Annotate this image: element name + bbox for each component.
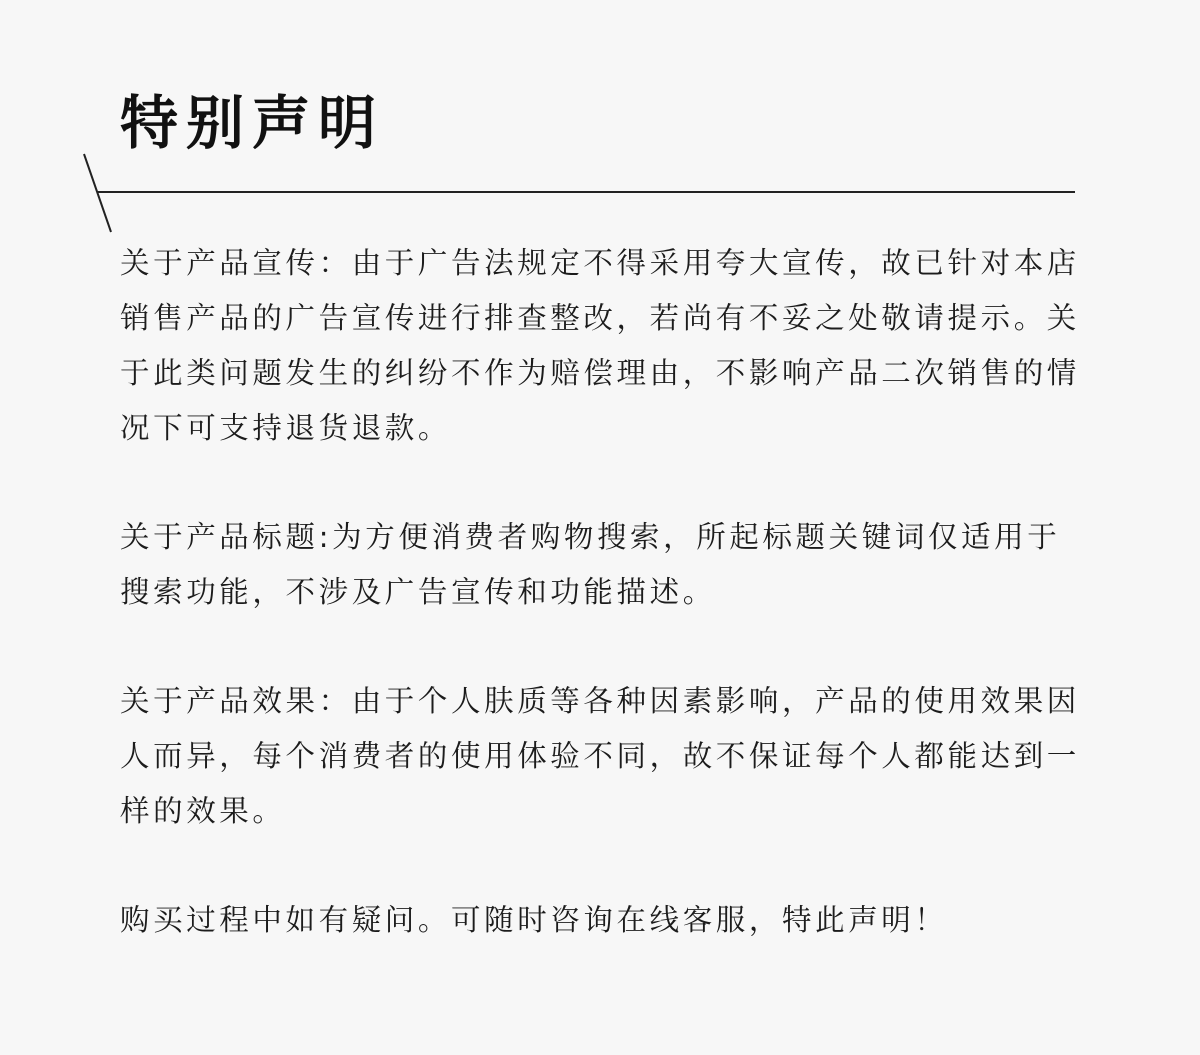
paragraph-product-title: 关于产品标题:为方便消费者购物搜索，所起标题关键词仅适用于搜索功能，不涉及广告宣传和功能描述。: [120, 520, 1061, 609]
statement-body: [120, 236, 1090, 1002]
title-divider: [97, 191, 1075, 193]
page-title: 特别声明: [120, 89, 385, 157]
paragraph-product-promotion: 关于产品宣传：由于广告法规定不得采用夸大宣传，故已针对本店销售产品的广告宣传进行排查整改，若尚有不妥之处敬请提示。关于此类问题发生的纠纷不作为赔偿理由，不影响产品二次销售的情况下可支持退货退款。: [120, 246, 1080, 445]
decorative-slash: [80, 152, 116, 234]
paragraph-product-effect: 关于产品效果：由于个人肤质等各种因素影响，产品的使用效果因人而异，每个消费者的使用体验不同，故不保证每个人都能达到一样的效果。: [120, 684, 1080, 828]
paragraph-contact-service: 购买过程中如有疑问。可随时咨询在线客服，特此声明！: [120, 903, 948, 937]
